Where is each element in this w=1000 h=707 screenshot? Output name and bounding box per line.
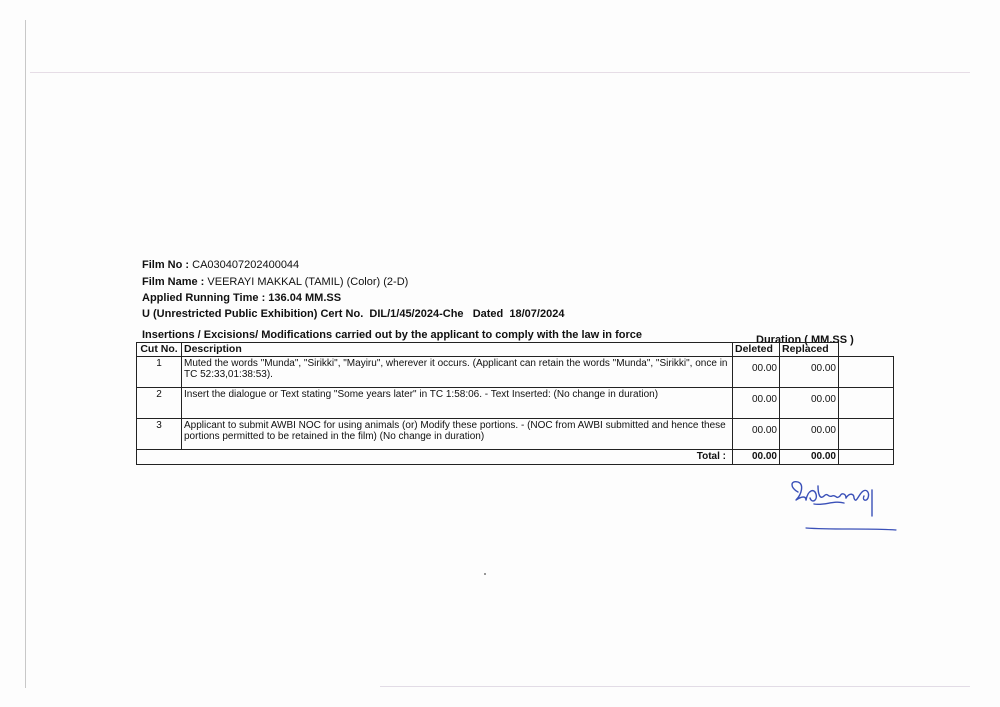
film-name-label: Film Name : <box>142 276 205 288</box>
cell-description: Applicant to submit AWBI NOC for using animals (or) Modify these portions. - (NOC from AWBI submitted and hence these portions permitted to be retained in the film) (No change in duration) <box>182 419 733 450</box>
page-edge-left <box>25 20 26 688</box>
cell-deleted: 00.00 <box>733 419 780 450</box>
film-number-line <box>142 259 299 272</box>
cell-cut-no: 3 <box>137 419 182 450</box>
running-time-label: Applied Running Time : <box>142 292 266 304</box>
modifications-table <box>136 342 894 465</box>
table-header-row <box>137 343 894 357</box>
duration-heading: Duration ( MM.SS ) <box>756 334 854 346</box>
cell-deleted: 00.00 <box>733 357 780 388</box>
total-row <box>137 450 894 465</box>
table-row <box>137 357 894 388</box>
cell-blank <box>839 419 894 450</box>
film-number-label: Film No : <box>142 259 190 271</box>
cell-blank <box>839 357 894 388</box>
section-heading: Insertions / Excisions/ Modifications carried out by the applicant to comply with the law in force <box>142 329 642 341</box>
signature-icon <box>784 470 904 540</box>
header-deleted: Deleted <box>733 343 780 357</box>
certificate-line <box>142 308 564 321</box>
page-edge-top <box>30 72 970 73</box>
page-edge-bottom <box>380 686 970 687</box>
dated-label: Dated <box>472 308 504 320</box>
running-time-line <box>142 292 341 305</box>
header-description: Description <box>182 343 733 357</box>
cell-replaced: 00.00 <box>780 388 839 419</box>
film-name-line <box>142 276 408 289</box>
header-replaced: Replaced <box>780 343 839 357</box>
cell-cut-no: 1 <box>137 357 182 388</box>
total-deleted: 00.00 <box>733 450 780 465</box>
total-blank <box>839 450 894 465</box>
running-time-value: 136.04 MM.SS <box>268 292 342 304</box>
total-replaced: 00.00 <box>780 450 839 465</box>
film-name-value: VEERAYI MAKKAL (TAMIL) (Color) (2-D) <box>207 276 409 288</box>
cell-description: Muted the words "Munda", "Sirikki", "Mayiru", wherever it occurs. (Applicant can retain the words "Munda", "Sirikki", once in TC 52:33,01:38:53). <box>182 357 733 388</box>
cell-blank <box>839 388 894 419</box>
certificate-number: DIL/1/45/2024-Che <box>369 308 464 320</box>
total-label: Total : <box>137 450 733 465</box>
header-blank <box>839 343 894 357</box>
cell-replaced: 00.00 <box>780 419 839 450</box>
cell-description: Insert the dialogue or Text stating "Some years later" in TC 1:58:06. - Text Inserted: (No change in duration) <box>182 388 733 419</box>
cell-cut-no: 2 <box>137 388 182 419</box>
header-cut-no: Cut No. <box>137 343 182 357</box>
cell-replaced: 00.00 <box>780 357 839 388</box>
table-row <box>137 419 894 450</box>
cell-deleted: 00.00 <box>733 388 780 419</box>
scan-speck <box>484 573 486 575</box>
film-number-value: CA030407202400044 <box>192 259 300 271</box>
certificate-date: 18/07/2024 <box>509 308 565 320</box>
table-row <box>137 388 894 419</box>
certificate-category: U (Unrestricted Public Exhibition) <box>142 308 318 320</box>
certificate-label: Cert No. <box>320 308 364 320</box>
